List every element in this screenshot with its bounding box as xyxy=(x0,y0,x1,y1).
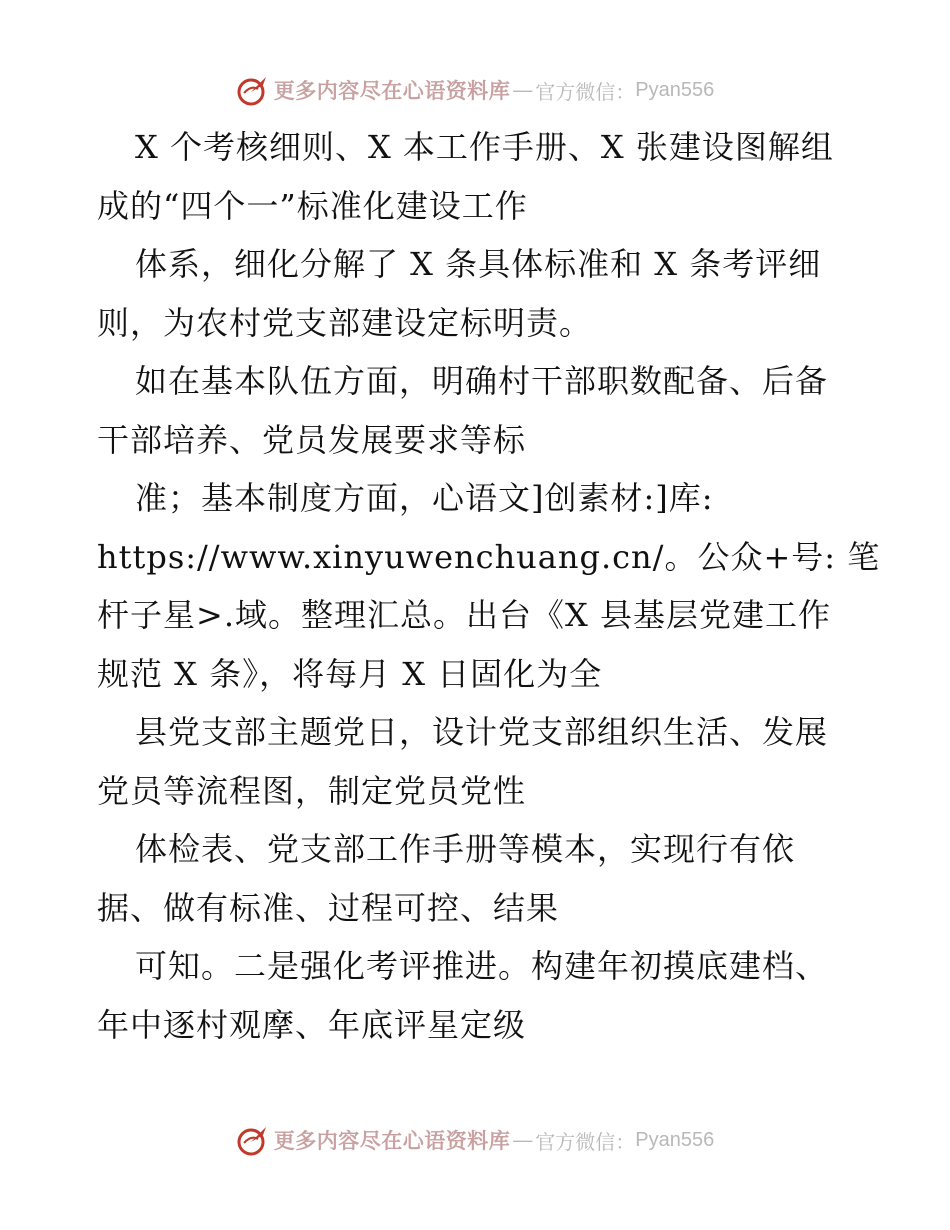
banner-separator: — xyxy=(512,78,534,102)
body-line: 如在基本队伍方面，明确村干部职数配备、后备 xyxy=(135,362,829,400)
quill-logo-icon xyxy=(236,1123,270,1157)
body-line: 年中逐村观摩、年底评星定级 xyxy=(97,1005,527,1044)
wechat-label: 官方微信： xyxy=(535,1129,636,1154)
brand-text: 更多内容尽在心语资料库 xyxy=(273,78,511,103)
body-line: 则，为农村党支部建设定标明责。 xyxy=(97,303,593,342)
body-line: 体系，细化分解了 X 条具体标准和 X 条考评细 xyxy=(135,245,822,283)
body-line: 成的“四个一”标准化建设工作 xyxy=(97,186,528,225)
body-line: 干部培养、党员发展要求等标 xyxy=(97,420,527,459)
wechat-id: Pyan556 xyxy=(635,78,715,101)
body-line: 据、做有标准、过程可控、结果 xyxy=(97,888,560,927)
body-line: 可知。二是强化考评推进。构建年初摸底建档、 xyxy=(135,947,829,985)
body-text xyxy=(97,118,881,1054)
brand-text: 更多内容尽在心语资料库 xyxy=(273,1128,511,1153)
footer-banner xyxy=(0,1120,950,1160)
header-banner xyxy=(0,70,950,110)
body-line: 党员等流程图，制定党员党性 xyxy=(97,771,527,810)
body-line: 规范 X 条》，将每月 X 日固化为全 xyxy=(97,654,603,693)
body-line: 准；基本制度方面，心语文]创素材:]库: xyxy=(135,479,714,517)
body-line: 县党支部主题党日，设计党支部组织生活、发展 xyxy=(135,713,829,751)
body-line: X 个考核细则、X 本工作手册、X 张建设图解组 xyxy=(135,128,834,166)
quill-logo-icon xyxy=(236,73,270,107)
body-line: https://www.xinyuwenchuang.cn/。公众+号: 笔 xyxy=(97,537,881,576)
body-line: 体检表、党支部工作手册等模本，实现行有依 xyxy=(135,830,796,868)
wechat-label: 官方微信： xyxy=(535,79,636,104)
body-line: 杆子星>.域。整理汇总。出台《X 县基层党建工作 xyxy=(97,596,831,634)
wechat-id: Pyan556 xyxy=(635,1128,715,1151)
banner-separator: — xyxy=(512,1128,534,1152)
